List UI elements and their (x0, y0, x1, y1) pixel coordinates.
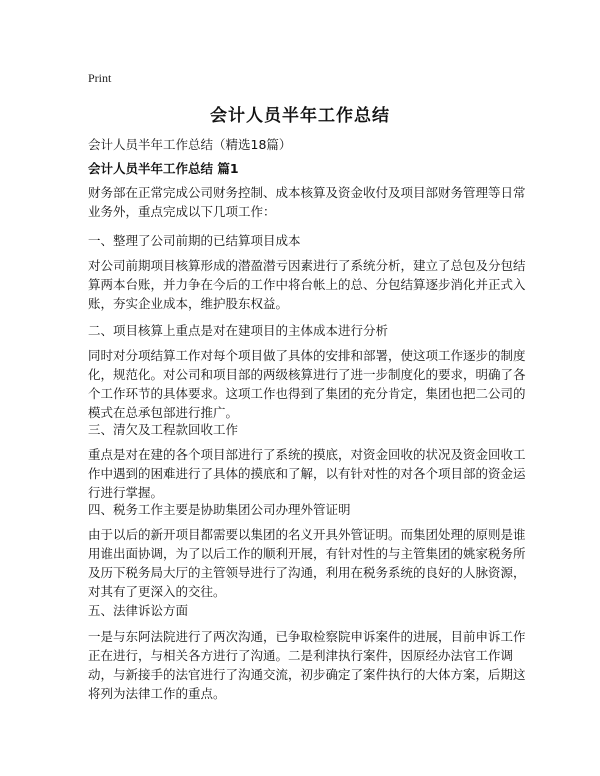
print-link[interactable]: Print (88, 71, 112, 85)
section-title: 会计人员半年工作总结 篇1 (88, 161, 239, 176)
item-body-1: 对公司前期项目核算形成的潜盈潜亏因素进行了系统分析，建立了总包及分包结算两本台账，并力争在今后的工作中将台帐上的总、分包结算逐步消化并正式入账，夯实企业成本，维护股东权益。 (88, 258, 526, 311)
document-subtitle: 会计人员半年工作总结（精选18篇） (88, 137, 292, 152)
item-heading-1: 一、整理了公司前期的已结算项目成本 (88, 233, 301, 248)
item-heading-4: 四、税务工作主要是协助集团公司办理外管证明 (88, 502, 351, 517)
item-body-5: 一是与东阿法院进行了两次沟通，已争取检察院申诉案件的进展，目前申诉工作正在进行，与相关各方进行了沟通。二是利津执行案件，因原经办法官工作调动，与新接手的法官进行了沟通交流，初步确定了案件执行的大体方案，后期这将列为法律工作的重点。 (88, 629, 526, 701)
item-heading-2: 二、项目核算上重点是对在建项目的主体成本进行分析 (88, 323, 389, 338)
page-title: 会计人员半年工作总结 (210, 106, 390, 126)
item-heading-5: 五、法律诉讼方面 (88, 603, 189, 618)
item-body-2: 同时对分项结算工作对每个项目做了具体的安排和部署，使这项工作逐步的制度化，规范化。对公司和项目部的两级核算进行了进一步制度化的要求，明确了各个工作环节的具体要求。这项工作也得到了集团的充分肯定，集团也把二公司的模式在总承包部进行推广。 (88, 348, 526, 420)
item-body-3: 重点是对在建的各个项目部进行了系统的摸底，对资金回收的状况及资金回收工作中遇到的困难进行了具体的摸底和了解，以有针对性的对各个项目部的资金运行进行掌握。 (88, 447, 526, 500)
intro-paragraph: 财务部在正常完成公司财务控制、成本核算及资金收付及项目部财务管理等日常业务外，重点完成以下几项工作： (88, 185, 526, 219)
item-body-4: 由于以后的新开项目都需要以集团的名义开具外管证明。而集团处理的原则是谁用谁出面协调，为了以后工作的顺利开展，有针对性的与主管集团的姚家税务所及历下税务局大厅的主管领导进行了沟通，利用在税务系统的良好的人脉资源，对其有了更深入的交往。 (88, 527, 526, 599)
item-heading-3: 三、清欠及工程款回收工作 (88, 422, 239, 437)
